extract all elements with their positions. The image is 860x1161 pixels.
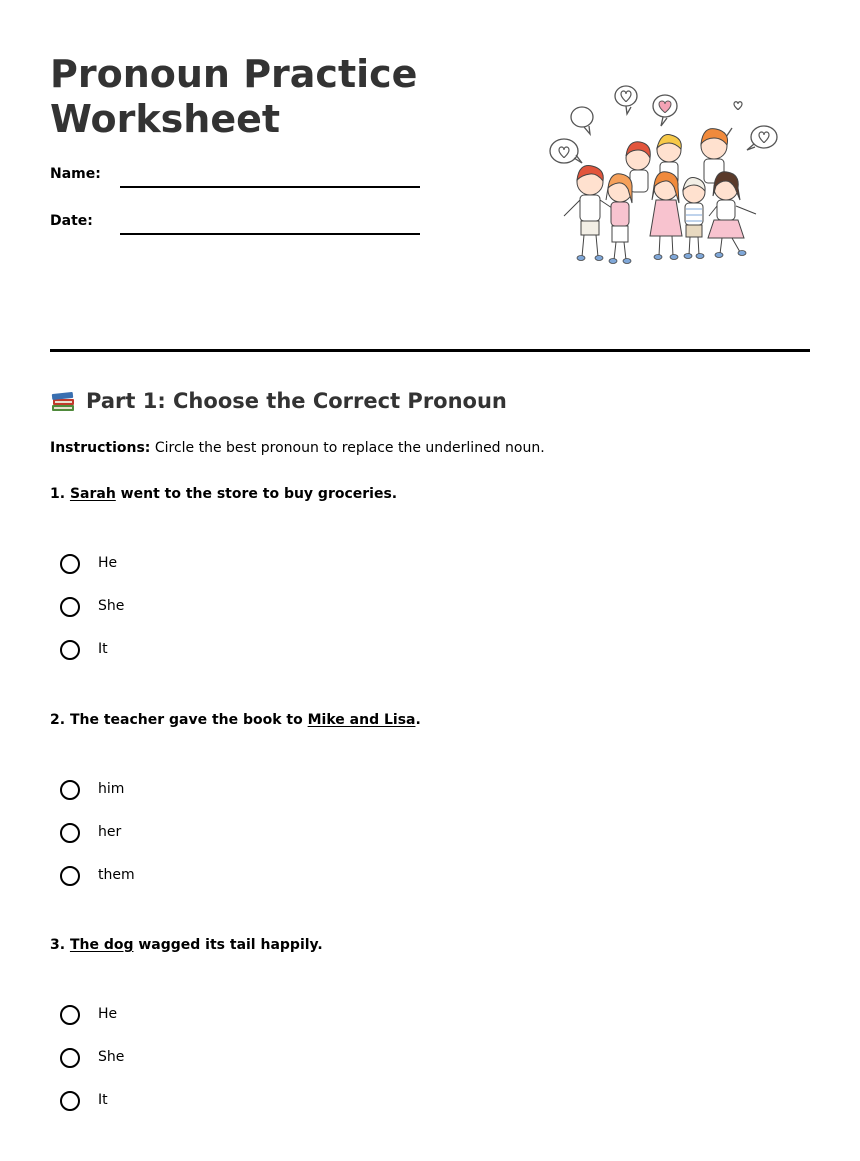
instructions [50,440,545,456]
header-divider [50,349,810,352]
question-text: wagged its tail happily. [138,937,323,953]
instructions-label: Instructions: [50,440,151,456]
option-label: It [98,1092,108,1108]
radio-circle[interactable] [60,640,80,660]
option-label: He [98,1006,118,1022]
question-underlined-noun: Mike and Lisa [307,712,416,728]
radio-circle[interactable] [60,1048,80,1068]
question-underlined-noun: Sarah [69,486,116,502]
option[interactable] [60,640,260,683]
date-blank-line[interactable] [120,233,420,235]
question-number: 2. [50,712,66,728]
option[interactable] [60,1091,260,1134]
question-1-options [60,554,260,683]
question-number: 1. [50,486,66,502]
radio-circle[interactable] [60,1005,80,1025]
option-label: her [98,824,122,840]
question-text: went to the store to buy groceries. [120,486,398,502]
option-label: them [98,867,135,883]
radio-circle[interactable] [60,780,80,800]
name-label: Name: [50,166,101,182]
option[interactable] [60,866,260,909]
option-label: He [98,555,118,571]
option[interactable] [60,1048,260,1091]
option-label: him [98,781,125,797]
option[interactable] [60,597,260,640]
option[interactable] [60,823,260,866]
option-label: It [98,641,108,657]
name-field-row [50,164,420,188]
instructions-text: Circle the best pronoun to replace the underlined noun. [154,440,545,456]
radio-circle[interactable] [60,597,80,617]
option[interactable] [60,554,260,597]
question-text-end: . [415,712,421,728]
radio-circle[interactable] [60,1091,80,1111]
date-field-row [50,211,420,235]
question-underlined-noun: The dog [69,937,134,953]
date-label: Date: [50,213,93,229]
question-2-options [60,780,260,909]
question-text: The teacher gave the book to [69,712,303,728]
radio-circle[interactable] [60,823,80,843]
children-illustration [546,84,782,270]
question-3 [50,937,323,953]
part1-heading-text: Part 1: Choose the Correct Pronoun [86,389,507,413]
option[interactable] [60,1005,260,1048]
radio-circle[interactable] [60,866,80,886]
question-number: 3. [50,937,66,953]
name-blank-line[interactable] [120,186,420,188]
part1-heading [50,388,507,414]
question-3-options [60,1005,260,1134]
option-label: She [98,1049,125,1065]
page-title: Pronoun Practice Worksheet [50,52,418,141]
worksheet-page [50,0,810,1161]
question-2 [50,712,421,728]
option[interactable] [60,780,260,823]
radio-circle[interactable] [60,554,80,574]
books-icon [50,388,76,414]
question-1 [50,486,397,502]
worksheet-header [50,0,810,352]
option-label: She [98,598,125,614]
